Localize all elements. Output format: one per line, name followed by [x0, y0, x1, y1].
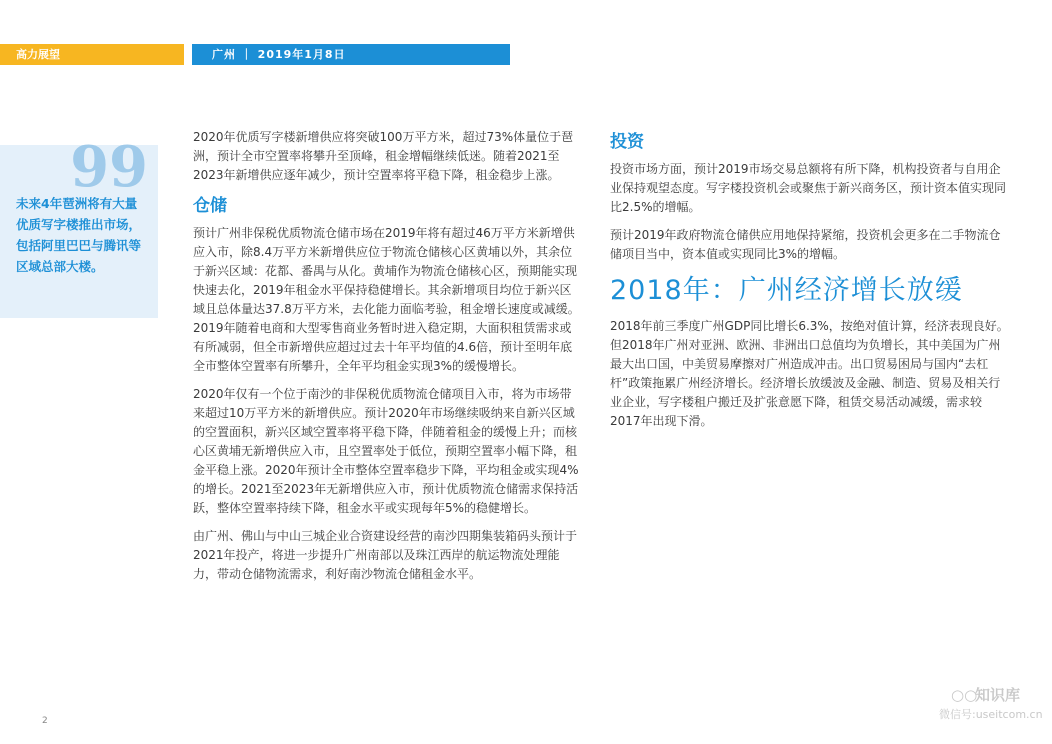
quote-mark-icon: 99: [70, 134, 148, 200]
page-number: 2: [42, 716, 48, 726]
header-location-date-bar: 广州 ｜ 2019年1月8日: [192, 44, 510, 65]
wechat-icon: ○○: [951, 686, 978, 704]
office-paragraph: 2020年优质写字楼新增供应将突破100万平方米，超过73%体量位于琶洲，预计全市空置率将攀升至顶峰，租金增幅继续低迷。随着2021至2023年新增供应逐年减少，预计空置率将平稳下降，租金稳步上涨。: [193, 130, 574, 182]
pull-quote: [0, 134, 158, 318]
pull-quote-text: 未来4年琶洲将有大量优质写字楼推出市场，包括阿里巴巴与腾讯等区域总部大楼。: [16, 196, 142, 274]
header-brand-bar: 高力展望: [0, 44, 184, 65]
investment-heading: 投资: [610, 132, 644, 152]
warehouse-heading: 仓储: [193, 196, 227, 216]
economy-paragraph: 2018年前三季度广州GDP同比增长6.3%，按绝对值计算，经济表现良好。但2018年广州对亚洲、欧洲、非洲出口总值均为负增长，其中美国为广州最大出口国，中美贸易摩擦对广州造成冲击。出口贸易困局与国内“去杠杆”政策拖累广州经济增长。经济增长放缓波及金融、制造、贸易及相关行业企业，写字楼租户搬迁及扩张意愿下降，租赁交易活动减缓，需求较2017年出现下滑。: [610, 319, 1009, 428]
warehouse-paragraph-1: 预计广州非保税优质物流仓储市场在2019年将有超过46万平方米新增供应入市，除8.4万平方米新增供应位于物流仓储核心区黄埔以外，其余位于新兴区域：花都、番禺与从化。黄埔作为物流仓储核心区，预期能实现快速去化，2019年租金水平保持稳健增长。其余新增项目均位于新兴区域且总体量达37.8万平方米，去化能力面临考验，租金增长速度或减缓。2019年随着电商和大型零售商业务暂时进入稳定期，大面积租赁需求或有所减弱，但全市新增供应超过过去十年平均值的4.6倍，预计至明年底全市整体空置率有所攀升，全年平均租金实现3%的缓慢增长。: [193, 226, 580, 373]
watermark: [939, 684, 1045, 724]
middle-column: [193, 128, 581, 593]
right-column: [610, 128, 1010, 440]
investment-paragraph-2: 预计2019年政府物流仓储供应用地保持紧缩，投资机会更多在二手物流仓储项目当中，资本值或实现同比3%的增幅。: [610, 228, 1001, 261]
economy-heading: 2018年：广州经济增长放缓: [610, 275, 963, 306]
investment-paragraph-1: 投资市场方面，预计2019市场交易总额将有所下降，机构投资者与自用企业保持观望态度。写字楼投资机会或聚焦于新兴商务区，预计资本值实现同比2.5%的增幅。: [610, 162, 1007, 214]
watermark-name: 知识库: [975, 686, 1021, 704]
watermark-id: 微信号:useitcom.cn: [939, 708, 1043, 721]
warehouse-paragraph-3: 由广州、佛山与中山三城企业合资建设经营的南沙四期集装箱码头预计于2021年投产，将进一步提升广州南部以及珠江西岸的航运物流处理能力，带动仓储物流需求，利好南沙物流仓储租金水平。: [193, 529, 578, 581]
warehouse-paragraph-2: 2020年仅有一个位于南沙的非保税优质物流仓储项目入市，将为市场带来超过10万平方米的新增供应。预计2020年市场继续吸纳来自新兴区域的空置面积，新兴区域空置率将平稳下降，伴随着租金的缓慢上升；而核心区黄埔无新增供应入市，且空置率处于低位，预期空置率小幅下降，租金平稳上涨。2020年预计全市整体空置率稳步下降，平均租金或实现4%的增长。2021至2023年无新增供应入市，预计优质物流仓储需求保持活跃，整体空置率持续下降，租金水平或实现每年5%的稳健增长。: [193, 387, 579, 515]
